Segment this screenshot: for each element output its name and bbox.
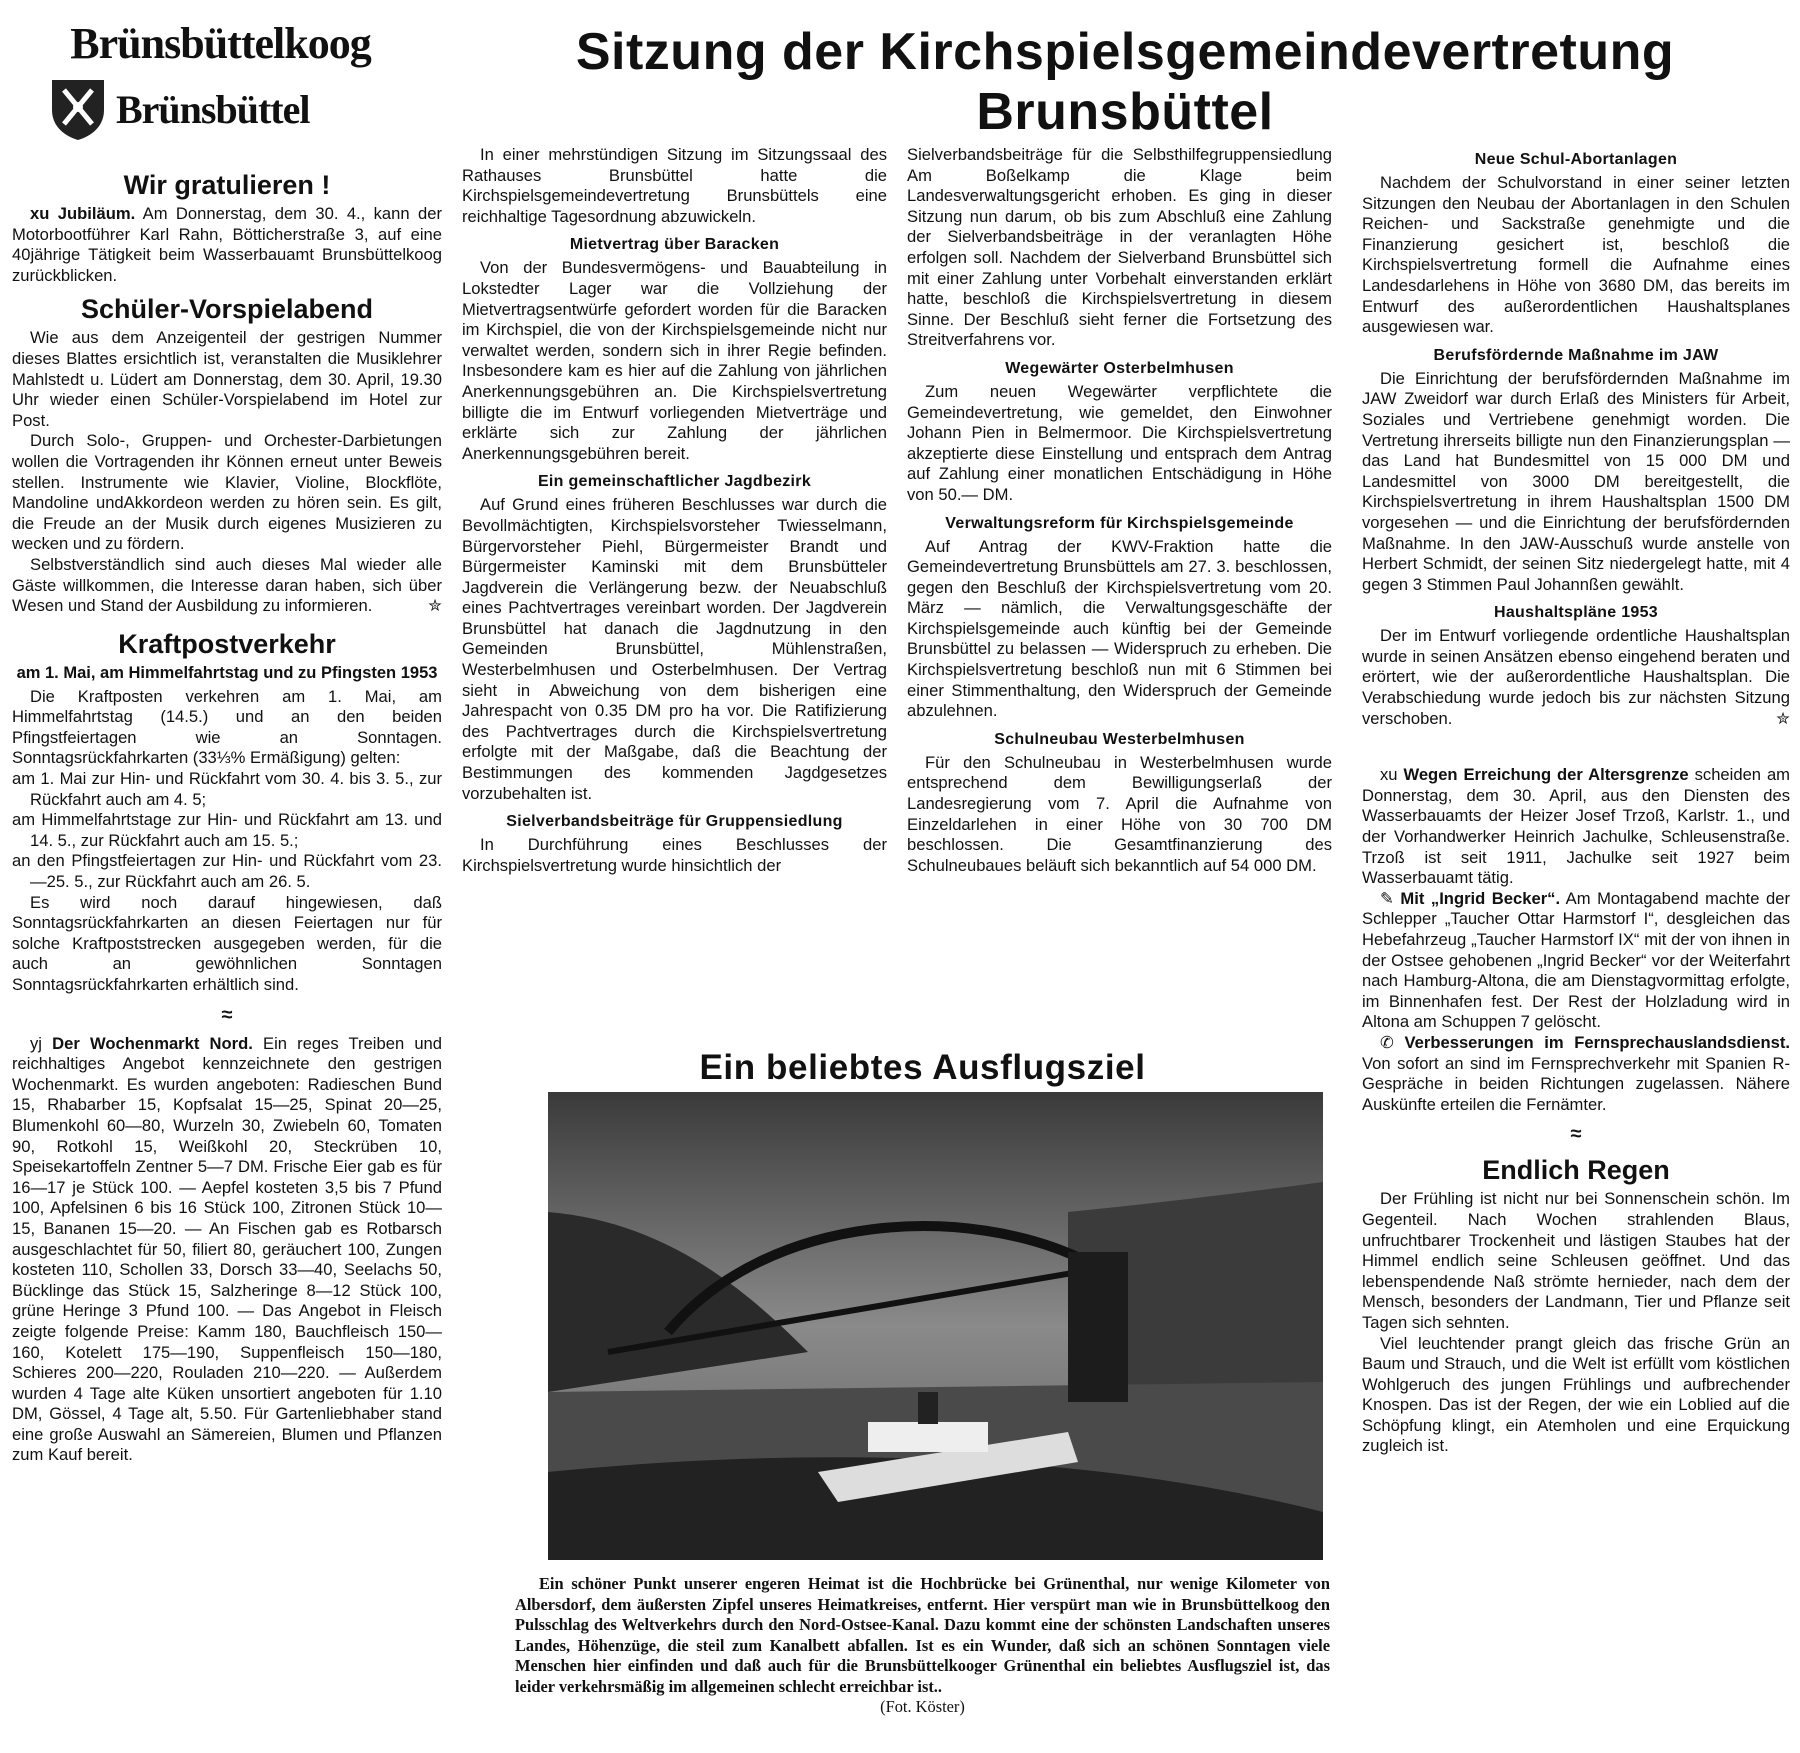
photo-credit: (Fot. Köster) (880, 1697, 965, 1716)
masthead-line1: Brünsbüttelkoog (70, 19, 371, 68)
article-paragraph: In Durchführung eines Beschlusses der Kirchspielsvertretung wurde hinsichtlich der (462, 835, 887, 875)
section-heading: Wegewärter Osterbelmhusen (1005, 359, 1234, 377)
article-paragraph: Nachdem der Schulvorstand in einer seiner letzten Sitzungen den Neubau der Abortanlagen in den Schulen Reichen- und Sackstraße genehmigte und die Finanzierung gesichert ist, beschloß die Kirchspielsvertretung formell die Aufnahme eines Landesdarlehens in Höhe von 3680 DM, das bereits im Entwurf des außerordentlichen Haushaltsplanes ausgewiesen war. (1362, 173, 1790, 337)
body-text: Am Donnerstag, dem 30. 4., kann der Motorbootführer Karl Rahn, Bötticherstraße 3, auf eine 40jährige Tätigkeit beim Wasserbauamt Brunsbüttelkoog zurückblicken. (12, 204, 442, 285)
article-paragraph: Von der Bundesvermögens- und Bauabteilung in Lokstedter Lager war die Vollziehung der Mietvertragsentwürfe gefordert worden für die Baracken im Kirchspiel, die von der Kirchspielsgemeinde nicht nur verwaltet werden, sondern sich in ihrer Regie befinden. Insbesondere kam es hier auf die Zahlung von jährlichen Anerkennungsgebühren an. Die Kirchspielsvertretung billigte die im Entwurf vorliegenden Mietverträge und erklärte sich zur Zahlung der jährlichen Anerkennungsgebühren bereit. (462, 258, 887, 463)
list-item: an den Pfingstfeiertagen zur Hin- und Rückfahrt vom 23.—25. 5., zur Rückfahrt auch am 26. 5. (12, 851, 442, 892)
star-icon: ✮ (428, 596, 442, 616)
body-text: Der im Entwurf vorliegende ordentliche Haushaltsplan wurde in seinen Ansätzen ebenso eingehend beraten und erörtert, wie der außerordentliche Haushaltsplan. Die Verabschiedung wurde jedoch bis zur nächsten Sitzung verschoben. (1362, 626, 1790, 728)
body-text: Am Montagabend machte der Schlepper „Taucher Ottar Harmstorf I“, desgleichen das Hebefahrzeug „Taucher Harmstorf IX“ mit der von ihnen in der Ostsee gehobenen „Ingrid Becker“ vor der Weiterfahrt nach Hamburg-Altona, die am Dienstagvormittag erfolgte, im Binnenhafen fest. Der Rest der Holzladung wird in Altona am Schuppen 7 gelöscht. (1362, 888, 1790, 1032)
section-heading: Mietvertrag über Baracken (569, 236, 780, 254)
article-paragraph (1362, 889, 1790, 1033)
article-paragraph: Sielverbandsbeiträge für die Selbsthilfegruppensiedlung Am Boßelkamp die Klage beim Landesverwaltungsgericht erhoben. Es ging in dieser Sitzung nun darum, ob bis zum Abschluß eine Zahlung der Sielverbandsbeiträge in der veranlagten Höhe erfolgen soll. Nachdem der Sielverband Brunsbüttel sich mit einer Zahlung unter Vorbehalt einverstanden erklärt hatte, beschloß die Kirchspielsvertretung in diesem Sinne. Der Beschluß sieht ferner die Fortsetzung des Streitverfahrens vor. (907, 145, 1332, 350)
body-text: Ein reges Treiben und reichhaltiges Angebot kennzeichnete den gestrigen Wochenmarkt. Es wurden angeboten: Radieschen Bund 15, Rhabarber 15, Kopfsalat 15—25, Spinat 20—25, Blumenkohl 60—80, Wurzeln 30, Zwiebeln 60, Tomaten 90, Rotkohl 15, Weißkohl 20, Steckrüben 10, Speisekartoffeln Zentner 5—7 DM. Frische Eier gab es für 16—17 je Stück 100. — Aepfel kosteten 3,5 bis 7 Pfund 100, Apfelsinen 6 bis 16 Stück 100, Zitronen Stück 10—15, Bananen 15—20. — An Fischen gab es Rotbarsch ausgeschlachtet für 50, filiert 80, geräuchert 100, Zungen kosteten 110, Schollen 33, Dorsch 33—40, Seelachs 50, Bücklinge das Stück 15, Salzheringe 8—12 Stück 100, grüne Heringe 3 Pfund 100. — Das Angebot in Fleisch zeigte folgende Preise: Kamm 180, Bauchfleisch 150—160, Kotelett 175—190, Suppenfleisch 150—180, Schieres 200—220, Rouladen 210—220. — Außerdem wurden 4 Tage alte Küken unsortiert angeboten für 1.10 DM, Gössel, 4 Tage alt, 5.50. Für Gartenliebhaber stand eine große Auswahl an Sämereien, Blumen und Pflanzen zum Kauf bereit. (12, 1033, 443, 1465)
list-item: am 1. Mai zur Hin- und Rückfahrt vom 30. 4. bis 3. 5., zur Rückfahrt auch am 4. 5; (12, 769, 442, 809)
lead-text: xu Jubiläum. (30, 204, 136, 223)
article-paragraph (12, 1034, 442, 1466)
separator: ≈ (1570, 1123, 1582, 1146)
article-paragraph: Auf Grund eines früheren Beschlusses war durch die Bevollmächtigten, Kirchspielsvorsteher Twiesselmann, Bürgervorsteher Piehl, Bürgermeister Brandt und Bürgermeister Kaminski mit dem Brunsbütteler Jagdverein die Verlängerung bezw. der Neuabschluß eines Pachtvertrages vereinbart worden. Der Jagdverein Brunsbüttel hat danach die Jagdnutzung in den Gemeinden Brunsbüttel, Mühlenstraßen, Westerbelmhusen und Osterbelmhusen. Der Vertrag sieht in Abweichung von dem bisherigen eine Jahrespacht von 0.35 DM pro ha vor. Die Ratifizierung des Pachtvertrages durch die Kirchspielsvertretung erfolgte mit der Maßgabe, daß die Beachtung der Bestimmungen des kommenden Jagdgesetzes vorzubehalten ist. (462, 495, 887, 803)
article-heading: Schüler-Vorspielabend (80, 294, 374, 325)
lead-text: Wegen Erreichung der Altersgrenze (1403, 765, 1689, 785)
bridge-photo (548, 1092, 1323, 1560)
page-title (480, 22, 1770, 142)
body-text: Von sofort an sind im Fernsprechverkehr mit Spanien R-Gespräche in beiden Richtungen zugelassen. Nähere Auskünfte erteilen die Fernämter. (1362, 1053, 1790, 1114)
lead-text: Verbesserungen im Fernsprechauslandsdienst. (1404, 1032, 1790, 1052)
masthead-line2: Brünsbüttel (116, 86, 310, 132)
article-paragraph (12, 204, 442, 286)
article-paragraph: Die Einrichtung der berufsfördernden Maßnahme im JAW Zweidorf war durch Erlaß des Ministers für Arbeit, Soziales und Vertriebene genehmigt worden. Die Vertretung ihrerseits billigte nun den Finanzierungsplan — das Land hat Bundesmittel von 15 000 DM und Landesmittel von 3000 DM bereitgestellt, die Kirchspielsvertretung in ihrem Haushaltsplan 1500 DM vorgesehen — und die Einrichtung der berufsfördernden Maßnahme. In den JAW-Ausschuß wurde anstelle von Herbert Schmidt, der seinen Sitz niedergelegt hatte, mit 4 gegen 3 Stimmen Paul Johannßen gewählt. (1362, 368, 1790, 594)
article-heading: Kraftpostverkehr (118, 628, 336, 659)
article-paragraph: Der Frühling ist nicht nur bei Sonnenschein schön. Im Gegenteil. Nach Wochen strahlenden Blaus, unfruchtbarer Trockenheit und lästigen Staubes hat der Himmel endlich seine Schleusen geöffnet. Und das lebenspendende Naß strömte hernieder, nach dem der Mensch, besonders der Landmann, Tier und Pflanze seit Tagen sich sehnten. (1362, 1189, 1790, 1332)
article-paragraph: Die Kraftposten verkehren am 1. Mai, am Himmelfahrtstag (14.5.) und an den beiden Pfingstfeiertagen wie an Sonntagen. Sonntagsrückfahrkarten (33⅓% Ermäßigung) gelten: (12, 686, 442, 768)
section-heading: Haushaltspläne 1953 (1494, 604, 1658, 622)
article-paragraph: In einer mehrstündigen Sitzung im Sitzungssaal des Rathauses Brunsbüttel hatte die Kirchspielsgemeindevertretung Brunsbüttels eine reichhaltige Tagesordnung abzuwickeln. (462, 145, 887, 226)
article-paragraph: Viel leuchtender prangt gleich das frische Grün an Baum und Strauch, und die Welt ist erfüllt vom köstlichen Wohlgeruch des jungen Frühlings und aufbrechender Knospen. Das ist der Regen, der wie ein Loblied auf die Schöpfung klingt, ein Atemholen und eine Erquickung zugleich ist. (1362, 1333, 1790, 1456)
body-text: scheiden am Donnerstag, dem 30. April, aus den Diensten des Wasserbauamts der Heizer Josef Trzoß, Karlstr. 1., und der Vorhandwerker Heinrich Jachulke, Schleusenstraße. Trzoß ist seit 1911, Jachulke seit 1927 beim Wasserbauamt tätig. (1362, 765, 1791, 888)
pen-icon: ✎ (1380, 888, 1401, 908)
prefix-text: yj (30, 1033, 53, 1053)
photo-caption (515, 1574, 1330, 1718)
article-paragraph: Auf Antrag der KWV-Fraktion hatte die Gemeindevertretung Brunsbüttels am 27. 3. beschlossen, gegen den Beschluß der Kirchspielsvertretung vom 20. März — nämlich, die Verwaltungsgeschäfte der Kirchspielsgemeinde auch künftig bei der Gemeinde Brunsbüttel zu belassen — Widerspruch zu erheben. Die Kirchspielsvertretung beschloß nun mit 6 Stimmen bei einer Stimmenthaltung, den Widerspruch der Gemeinde abzulehnen. (907, 536, 1332, 721)
article-subheading: am 1. Mai, am Himmelfahrtstag und zu Pfingsten 1953 (16, 663, 438, 682)
caption-text: Ein schöner Punkt unserer engeren Heimat ist die Hochbrücke bei Grünenthal, nur wenige Kilometer von Albersdorf, dem äußersten Zipfel unseres Heimatkreises, entfernt. Hier verspürt man wie in Brunsbüttelkoog den Pulsschlag des Weltverkehrs durch den Nord-Ostsee-Kanal. Dazu kommt eine der schönsten Landschaften unseres Landes, Höhenzüge, die steil zum Kanalbett abfallen. Ist es ein Wunder, daß sich an schönen Sonntagen viele Menschen hier einfinden und daß auch für die Brunsbüttelkooger Grünenthal ein beliebtes Ausflugsziel ist, das leider verkehrsmäßig im allgemeinen schlecht erreichbar ist.. (515, 1574, 1330, 1696)
title-line2: Brunsbüttel (976, 83, 1274, 141)
separator: ≈ (221, 1003, 233, 1026)
section-heading: Verwaltungsreform für Kirchspielsgemeinde (945, 514, 1294, 532)
article-paragraph: Für den Schulneubau in Westerbelmhusen wurde entsprechend dem Bewilligungserlaß der Landesregierung vom 7. April die Aufnahme von Einzeldarlehen in einer Höhe von 30 700 DM beschlossen. Die Gesamtfinanzierung des Schulneubaues beläuft sich bekanntlich auf 54 000 DM. (907, 752, 1332, 875)
article-heading: Endlich Regen (1482, 1155, 1670, 1186)
section-heading: Berufsfördernde Maßnahme im JAW (1433, 346, 1719, 364)
lead-text: Mit „Ingrid Becker“. (1400, 888, 1561, 908)
prefix-text: xu (1380, 765, 1404, 785)
feature-headline: Ein beliebtes Ausflugsziel (699, 1048, 1146, 1087)
masthead-logo (48, 18, 393, 153)
article-heading: Wir gratulieren ! (123, 170, 331, 200)
section-heading: Schulneubau Westerbelmhusen (994, 730, 1245, 748)
body-text: Selbstverständlich sind auch dieses Mal wieder alle Gäste willkommen, die Interesse daran haben, sich über Wesen und Stand der Ausbildung zu informieren. (12, 554, 442, 616)
article-paragraph (1362, 765, 1790, 889)
article-paragraph: Durch Solo-, Gruppen- und Orchester-Darbietungen wollen die Vortragenden ihr Können erneut unter Beweis stellen. Instrumente wie Klavier, Violine, Blockflöte, Mandoline undAkkordeon werden zu hören sein. Es gilt, die Freude an der Musik durch eigenes Musizieren zu wecken und zu fördern. (12, 431, 442, 554)
article-paragraph: Es wird noch darauf hingewiesen, daß Sonntagsrückfahrkarten an diesen Feiertagen nur für solche Kraftpoststrecken ausgegeben werden, für die auch an gewöhnlichen Sonntagen Sonntagsrückfahrkarten erhältlich sind. (12, 892, 442, 994)
coat-of-arms-icon (48, 76, 108, 142)
section-heading: Sielverbandsbeiträge für Gruppensiedlung (506, 813, 843, 831)
column-4 (1362, 150, 1790, 1457)
column-1 (12, 162, 442, 1466)
article-paragraph (1362, 626, 1790, 729)
column-3 (907, 145, 1332, 876)
telephone-icon: ✆ (1380, 1032, 1405, 1052)
section-heading: Ein gemeinschaftlicher Jagdbezirk (537, 473, 812, 491)
article-paragraph (1362, 1033, 1790, 1115)
article-paragraph: Wie aus dem Anzeigenteil der gestrigen Nummer dieses Blattes ersichtlich ist, veranstalten die Musiklehrer Mahlstedt u. Lüdert am Donnerstag, dem 30. April, 19.30 Uhr wieder einen Schüler-Vorspielabend im Hotel zur Post. (12, 328, 442, 430)
section-heading: Neue Schul-Abortanlagen (1474, 151, 1678, 168)
star-icon: ✮ (1776, 708, 1790, 728)
list-item: am Himmelfahrtstage zur Hin- und Rückfahrt am 13. und 14. 5., zur Rückfahrt auch am 15. 5.; (12, 810, 442, 850)
column-2 (462, 145, 887, 876)
title-line1: Sitzung der Kirchspielsgemeindevertretung (575, 23, 1675, 81)
lead-text: Der Wochenmarkt Nord. (52, 1033, 253, 1053)
article-paragraph (12, 555, 442, 617)
article-paragraph: Zum neuen Wegewärter verpflichtete die Gemeindevertretung, wie gemeldet, den Einwohner Johann Pien in Belmermoor. Die Kirchspielsvertretung akzeptierte diese Einstellung und entsprach dem Antrag auf Zahlung einer monatlichen Entschädigung in Höhe von 50.— DM. (907, 381, 1332, 504)
